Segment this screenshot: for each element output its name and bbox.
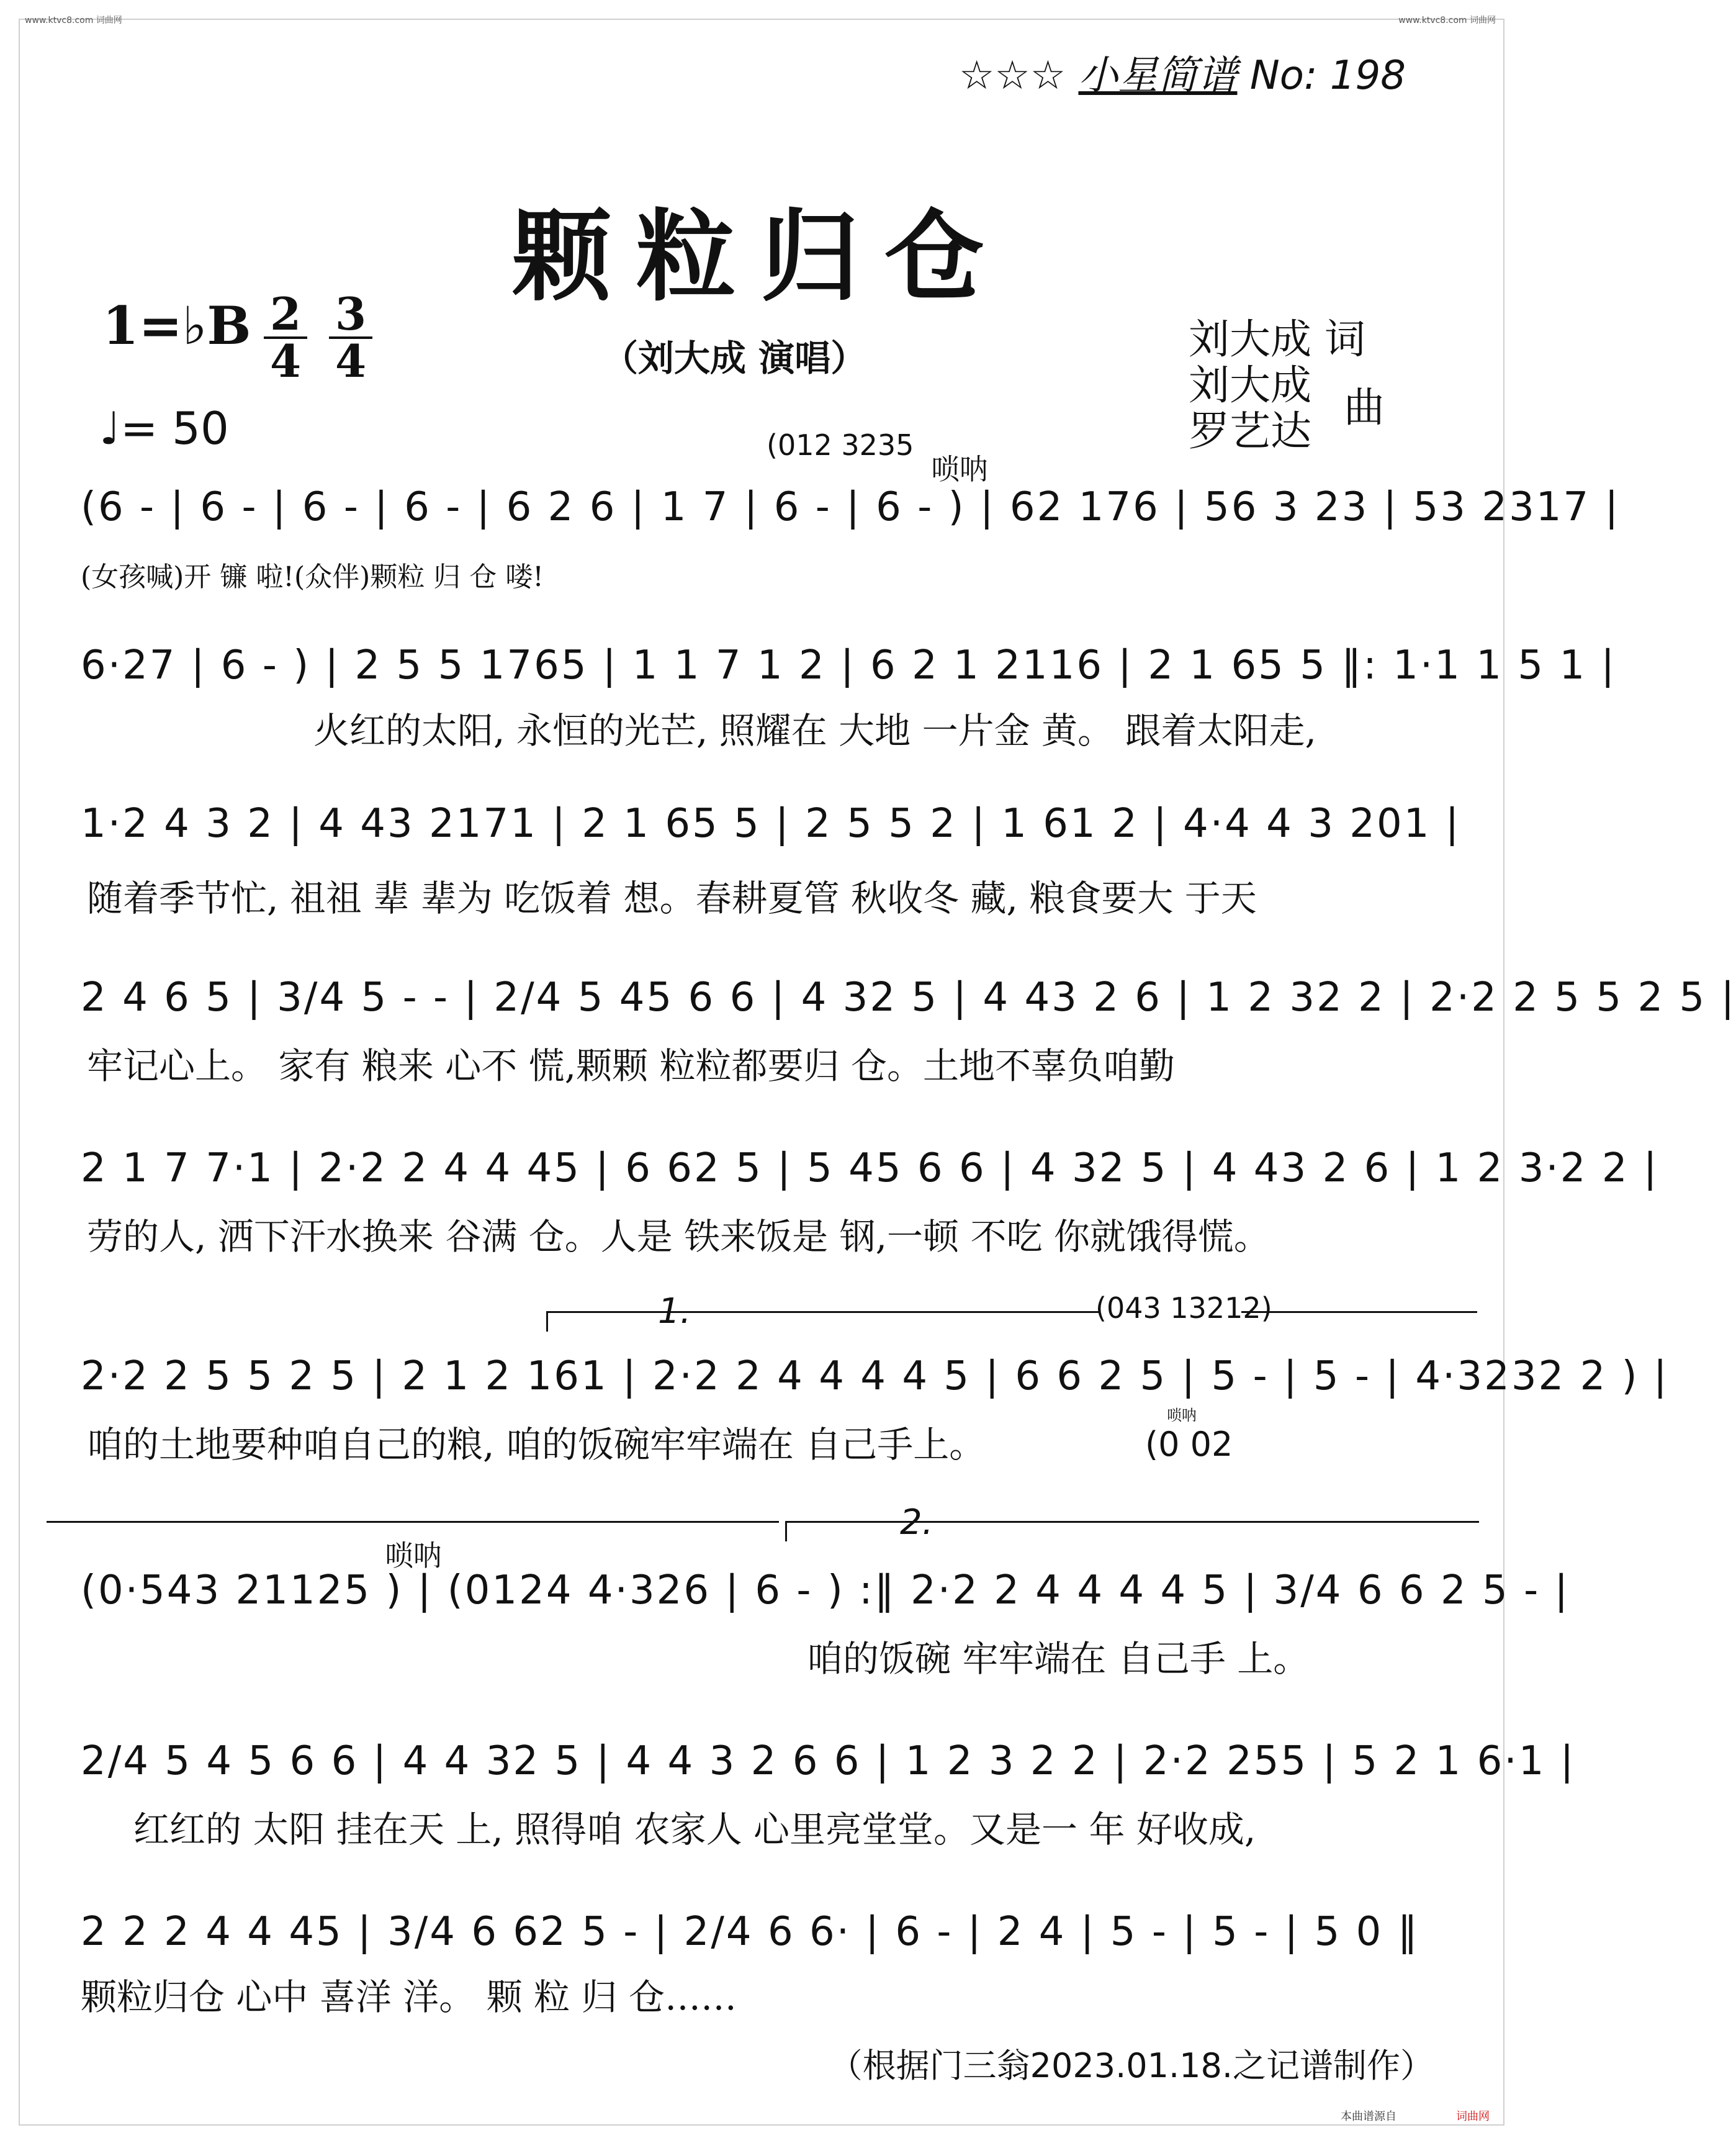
- instrument-mark: 唢呐: [385, 1539, 442, 1572]
- lyric-line-2: 火红的太阳, 永恒的光芒, 照耀在 大地 一片金 黄。 跟着太阳走,: [313, 710, 1316, 752]
- grace-notes: (043 13212): [1095, 1291, 1272, 1325]
- credit-composer-role: 曲: [1344, 384, 1385, 431]
- credit-role: 词: [1324, 315, 1365, 363]
- footer-source: 本曲谱源自: [1341, 2110, 1396, 2123]
- notation-line-3: 1·2 4 3 2 | 4 43 2171 | 2 1 65 5 | 2 5 5 2 | 1 61 2 | 4·4 4 3 201 |: [81, 801, 1461, 847]
- lyric-line-6: 咱的土地要种咱自己的粮, 咱的饭碗牢牢端在 自己手上。: [87, 1423, 986, 1466]
- credit-name: 罗艺达: [1189, 407, 1311, 455]
- notation-line-4: 2 4 6 5 | 3/4 5 - - | 2/4 5 45 6 6 | 4 32 5 | 4 43 2 6 | 1 2 32 2 | 2·2 2 5 5 2 5 |: [81, 975, 1736, 1021]
- notation-line-6: 2·2 2 5 5 2 5 | 2 1 2 161 | 2·2 2 4 4 4 4 5 | 6 6 2 5 | 5 - | 5 - | 4·3232 2 ) |: [81, 1353, 1669, 1399]
- volta-number: 1.: [658, 1291, 691, 1332]
- tempo-marking: ♩= 50: [99, 402, 229, 454]
- lyric-line-1: (女孩喊)开 镰 啦!(众伴)颗粒 归 仓 喽!: [81, 561, 544, 593]
- lyric-line-3: 随着季节忙, 祖祖 辈 辈为 吃饭着 想。春耕夏管 秋收冬 藏, 粮食要大 于天: [87, 877, 1257, 919]
- time-signature-3-4: [329, 287, 372, 387]
- lyric-line-4: 牢记心上。 家有 粮来 心不 慌,颗颗 粒粒都要归 仓。土地不辜负咱勤: [87, 1045, 1176, 1087]
- credit-composer-1: [1189, 363, 1311, 408]
- credit-name: 刘大成: [1189, 361, 1311, 409]
- notation-line-8: 2/4 5 4 5 6 6 | 4 4 32 5 | 4 4 3 2 6 6 | 1 2 3 2 2 | 2·2 255 | 5 2 1 6·1 |: [81, 1738, 1576, 1784]
- sub-notation: (0 02: [1145, 1425, 1233, 1464]
- notation-line-2: 6·27 | 6 - ) | 2 5 5 1765 | 1 1 7 1 2 | 6 2 1 2116 | 2 1 65 5 ‖: 1·1 1 5 1 |: [81, 643, 1617, 688]
- instrument-mark: 唢呐: [1167, 1407, 1197, 1424]
- meter-denominator: 4: [335, 335, 367, 387]
- notation-line-9: 2 2 2 4 4 45 | 3/4 6 62 5 - | 2/4 6 6· | 6 - | 2 4 | 5 - | 5 - | 5 0 ‖: [81, 1909, 1419, 1955]
- key-signature: 1=♭B: [102, 295, 251, 356]
- watermark-left: www.ktvc8.com 词曲网: [25, 16, 122, 25]
- instrument-mark: 唢呐: [931, 453, 988, 486]
- volta-bracket-1: [546, 1311, 1100, 1332]
- credit-composer-2: [1189, 408, 1311, 454]
- lyric-line-9: 颗粒归仓 心中 喜洋 洋。 颗 粒 归 仓……: [81, 1976, 737, 2018]
- meter-numerator: 3: [329, 292, 372, 339]
- notation-line-5: 2 1 7 7·1 | 2·2 2 4 4 45 | 6 62 5 | 5 45 6 6 | 4 32 5 | 4 43 2 6 | 1 2 3·2 2 |: [81, 1145, 1659, 1191]
- watermark-right: www.ktvc8.com 词曲网: [1398, 16, 1496, 25]
- credit-lyricist: [1189, 317, 1365, 363]
- star-icons: ☆☆☆: [959, 53, 1066, 99]
- volta-number: 2.: [900, 1502, 933, 1543]
- footer-site-link[interactable]: 词曲网: [1456, 2110, 1490, 2123]
- time-signature-2-4: [264, 287, 307, 387]
- lyric-line-8: 红红的 太阳 挂在天 上, 照得咱 农家人 心里亮堂堂。又是一 年 好收成,: [133, 1808, 1256, 1851]
- source-note: （根据门三翁2023.01.18.之记谱制作）: [829, 2046, 1434, 2085]
- meter-denominator: 4: [269, 335, 302, 387]
- score-number: No: 198: [1249, 53, 1406, 99]
- lyric-line-7: 咱的饭碗 牢牢端在 自己手 上。: [807, 1638, 1310, 1680]
- volta-extension: [1241, 1311, 1477, 1313]
- meter-numerator: 2: [264, 292, 307, 339]
- brand-name[interactable]: 小星简谱: [1078, 53, 1238, 99]
- lyric-line-5: 劳的人, 洒下汗水换来 谷满 仓。人是 铁来饭是 钢,一顿 不吃 你就饿得慌。: [87, 1216, 1270, 1258]
- notation-line-7: (0·543 21125 ) | (0124 4·326 | 6 - ) :‖ 2·2 2 4 4 4 4 5 | 3/4 6 6 2 5 - |: [81, 1567, 1570, 1613]
- brand-header: [959, 43, 1406, 101]
- volta-bracket-2: [785, 1521, 1479, 1541]
- separator-line: [47, 1521, 779, 1523]
- grace-notes: (012 3235: [767, 428, 914, 462]
- performer: （刘大成 演唱）: [602, 337, 867, 379]
- credit-name: 刘大成: [1189, 315, 1311, 363]
- notation-line-1: (6 - | 6 - | 6 - | 6 - | 6 2 6 | 1 7 | 6 - | 6 - ) | 62 176 | 56 3 23 | 53 2317 |: [81, 484, 1621, 530]
- song-title: 颗粒归仓: [511, 198, 1009, 315]
